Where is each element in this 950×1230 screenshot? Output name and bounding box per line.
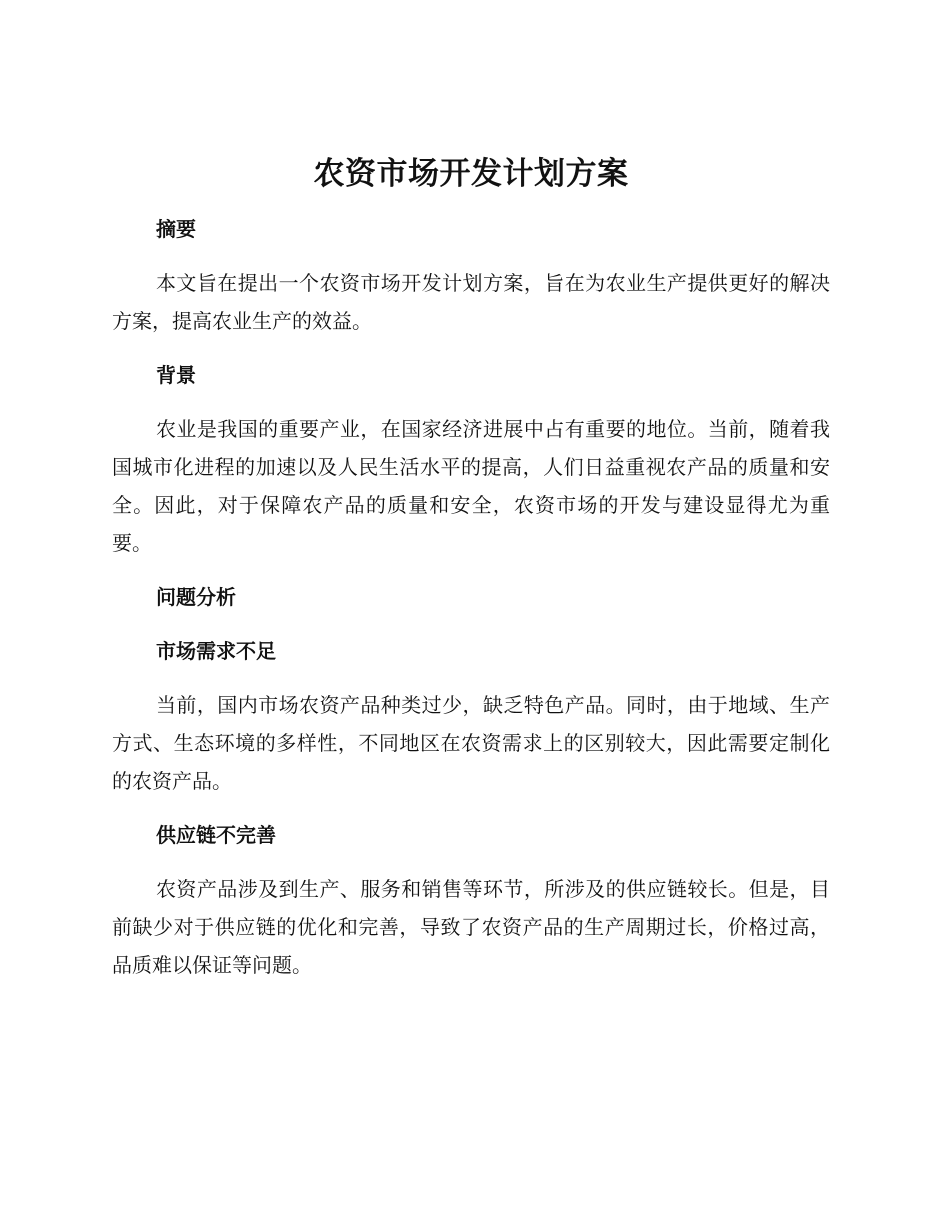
paragraph-supply: 农资产品涉及到生产、服务和销售等环节，所涉及的供应链较长。但是，目前缺少对于供应链的优化和完善，导致了农资产品的生产周期过长，价格过高，品质难以保证等问题。	[112, 877, 830, 977]
section-heading-supply: 供应链不完善	[156, 823, 276, 847]
paragraph-background: 农业是我国的重要产业，在国家经济进展中占有重要的地位。当前，随着我国城市化进程的加速以及人民生活水平的提高，人们日益重视农产品的质量和安全。因此，对于保障农产品的质量和安全，农资市场的开发与建设显得尤为重要。	[112, 417, 830, 555]
paragraph-abstract: 本文旨在提出一个农资市场开发计划方案，旨在为农业生产提供更好的解决方案，提高农业生产的效益。	[112, 271, 830, 333]
section-heading-analysis: 问题分析	[156, 585, 236, 609]
section-heading-background: 背景	[156, 363, 196, 387]
document-page	[112, 148, 830, 984]
section-heading-demand: 市场需求不足	[156, 639, 276, 663]
paragraph-demand: 当前，国内市场农资产品种类过少，缺乏特色产品。同时，由于地域、生产方式、生态环境的多样性，不同地区在农资需求上的区别较大，因此需要定制化的农资产品。	[112, 693, 830, 793]
document-title: 农资市场开发计划方案	[313, 156, 629, 192]
section-heading-abstract: 摘要	[156, 217, 196, 241]
